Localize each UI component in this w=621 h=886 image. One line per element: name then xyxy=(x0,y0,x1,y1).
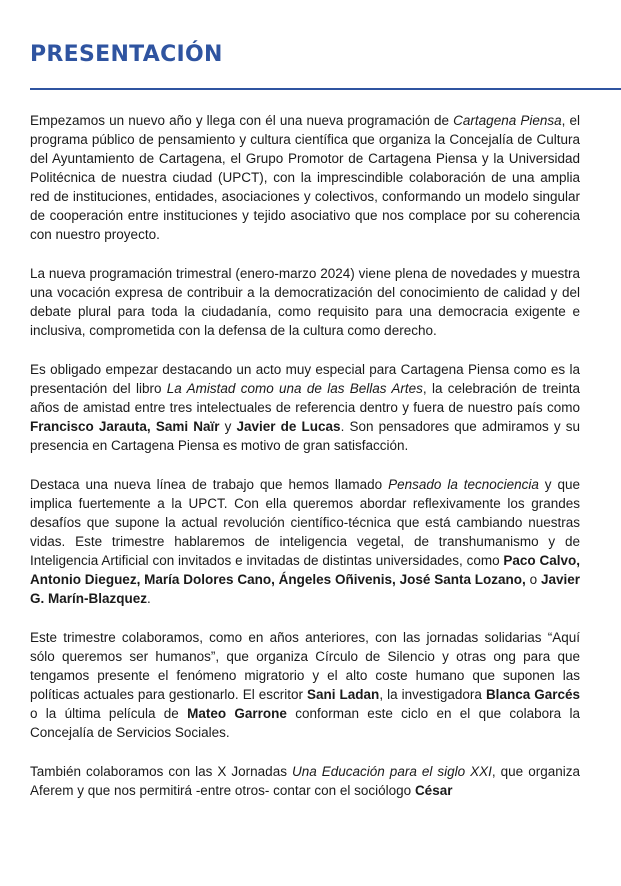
text-run: o la última película de xyxy=(30,706,188,721)
text-run: , el programa público de pensamiento y cultura científica que organiza la Concejalía de Cultura del Ayuntamiento de Cartagena, el Grupo Promotor de Cartagena Piensa y la Universidad Politécnica de nuestra ciudad (UPCT), con la imprescindible colaboración de una amplia red de instituciones, entidades, asociaciones y colectivos, conformando un modelo singular de cooperación entre instituciones y tejido asociativo que nos complace por su coherencia con nuestro proyecto. xyxy=(30,113,581,242)
text-run: y que implica fuertemente a la UPCT. Con ella queremos abordar reflexivamente los grandes desafíos que supone la actual revolución científico-técnica que está cambiando nuestras vidas. Este trimestre hablaremos de inteligencia vegetal, de transhumanismo y de Inteligencia Artificial con invitados e invitadas de distintas universidades, como xyxy=(30,477,580,568)
page-title: PRESENTACIÓN xyxy=(30,42,223,67)
text-run: También colaboramos con las X Jornadas xyxy=(30,764,292,779)
bold-names: Francisco Jarauta, Sami Naïr xyxy=(30,419,220,434)
bold-names: Blanca Garcés xyxy=(485,687,581,702)
text-run: conforman este ciclo en el que colabora la Concejalía de Servicios Sociales. xyxy=(30,706,580,740)
text-run: . Son pensadores que admiramos y su presencia en Cartagena Piensa es motivo de gran satisfacción. xyxy=(30,419,580,453)
bold-names: Paco Calvo, Antonio Dieguez, María Dolores Cano, Ángeles Oñivenis, José Santa Lozano, xyxy=(30,553,581,587)
body-text xyxy=(30,111,580,820)
italic-program-name: Cartagena Piensa xyxy=(453,113,562,128)
text-run: o xyxy=(525,572,541,587)
paragraph-5 xyxy=(30,628,580,742)
text-run: , la investigadora xyxy=(379,687,486,702)
text-run: y xyxy=(219,419,237,434)
text-run: , la celebración de treinta años de amistad entre tres intelectuales de referencia dentro y fuera de nuestro país como xyxy=(30,381,580,415)
bold-names: Mateo Garrone xyxy=(187,706,287,721)
bold-names: Javier de Lucas xyxy=(236,419,341,434)
paragraph-4 xyxy=(30,475,580,608)
paragraph-3 xyxy=(30,360,580,455)
text-run: . xyxy=(147,591,151,606)
text-run: Destaca una nueva línea de trabajo que hemos llamado xyxy=(30,477,389,492)
italic-book-title: La Amistad como una de las Bellas Artes xyxy=(166,381,423,396)
bold-names: Sani Ladan xyxy=(307,687,380,702)
text-run: Es obligado empezar destacando un acto muy especial para Cartagena Piensa como es la presentación del libro xyxy=(30,362,580,396)
paragraph-1 xyxy=(30,111,580,244)
italic-event-name: Una Educación para el siglo XXI xyxy=(291,764,492,779)
bold-names: Javier G. Marín-Blazquez xyxy=(30,572,580,606)
text-run: , que organiza Aferem y que nos permitirá -entre otros- contar con el sociólogo xyxy=(30,764,580,798)
title-divider xyxy=(30,88,621,90)
bold-names: César xyxy=(414,783,453,798)
paragraph-2: La nueva programación trimestral (enero-marzo 2024) viene plena de novedades y muestra una vocación expresa de contribuir a la democratización del conocimiento de calidad y del debate plural para toda la ciudadanía, como requisito para una democracia exigente e inclusiva, comprometida con la defensa de la cultura como derecho. xyxy=(30,266,580,338)
text-run: Empezamos un nuevo año y llega con él una nueva programación de xyxy=(30,113,454,128)
italic-line-name: Pensado la tecnociencia xyxy=(388,477,539,492)
text-run: Este trimestre colaboramos, como en años anteriores, con las jornadas solidarias “Aquí sólo queremos ser humanos”, que organiza Círculo de Silencio y otras ong para que tengamos presente el fenómeno migratorio y el alto coste humano que suponen las políticas actuales para gestionarlo. El escritor xyxy=(30,630,580,702)
paragraph-6 xyxy=(30,762,580,800)
